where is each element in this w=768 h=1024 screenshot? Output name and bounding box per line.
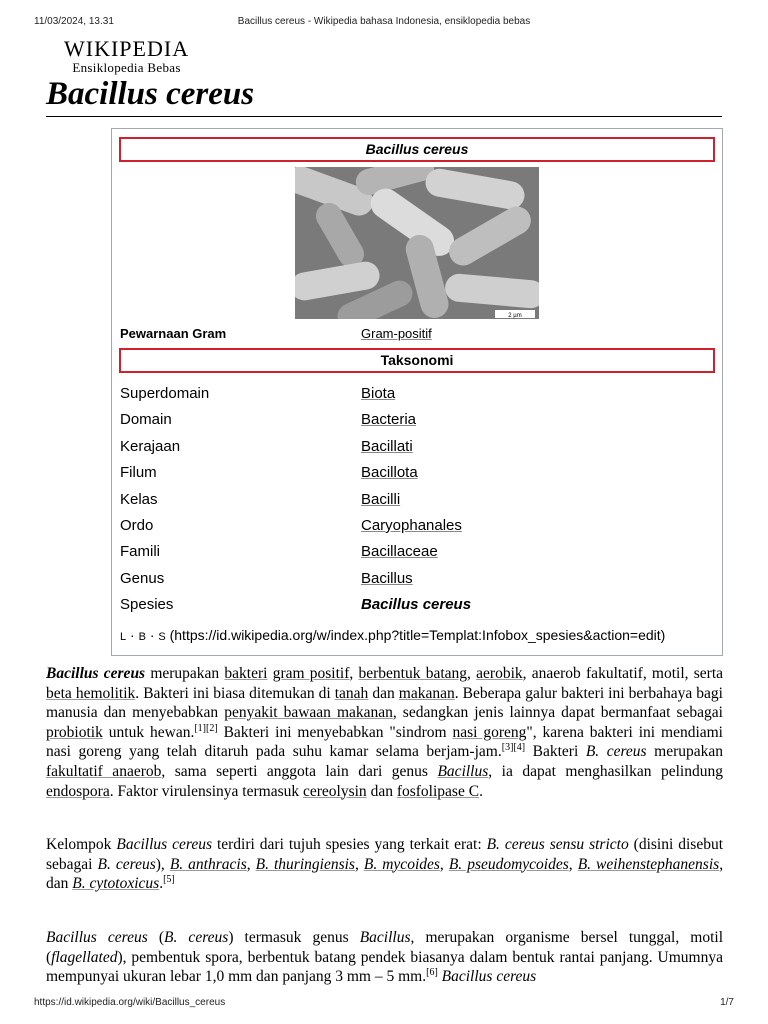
text: untuk hewan.	[102, 723, 195, 741]
text: ,	[439, 855, 449, 873]
text: ),	[155, 855, 170, 873]
text: , sama seperti anggota lain dari genus	[161, 762, 438, 780]
gram-stain-value-link[interactable]: Gram-positif	[361, 326, 432, 341]
taxonomy-row	[120, 517, 710, 537]
text: ", karena bakteri ini mendiami nasi goreng yang telah ditaruh pada suhu kamar selama berjam-jam.	[46, 723, 723, 761]
infobox-header	[119, 137, 715, 162]
link-cereolysin[interactable]: cereolysin	[302, 782, 367, 800]
link-endospora[interactable]: endospora	[46, 782, 110, 800]
taxonomy-rank: Superdomain	[120, 385, 210, 402]
reference-2[interactable]: [2]	[206, 722, 218, 734]
reference-5[interactable]: [5]	[163, 874, 175, 886]
text: , ia dapat menghasilkan pelindung	[488, 762, 723, 780]
taxonomy-header	[119, 348, 715, 373]
species-name: B. anthracis	[169, 855, 247, 873]
text: , sedangkan jenis lainnya dapat bermanfaat sebagai	[392, 704, 723, 722]
text: . Beberapa galur bakteri ini berbahaya bagi manusia dan menyebabkan	[46, 684, 723, 722]
text: Kelompok	[46, 836, 117, 853]
taxonomy-rank: Ordo	[120, 517, 154, 534]
taxonomy-row	[120, 411, 710, 431]
taxonomy-rank: Genus	[120, 569, 165, 587]
link-b-weihenstephanensis[interactable]	[578, 856, 720, 873]
species-name: Bacillus cereus	[46, 929, 148, 946]
taxonomy-rank: Filum	[120, 464, 157, 482]
print-page-title: Bacillus cereus - Wikipedia bahasa Indonesia, ensiklopedia bebas	[237, 16, 531, 27]
link-fosfolipase-c[interactable]: fosfolipase C	[396, 782, 480, 800]
text: ,	[354, 855, 364, 873]
reference-6[interactable]: [6]	[426, 967, 438, 979]
text: dan	[368, 684, 399, 702]
taxonomy-rank: Famili	[120, 543, 160, 561]
infobox	[111, 128, 723, 656]
text: merupakan	[145, 665, 225, 682]
link-tanah[interactable]: tanah	[334, 684, 369, 702]
paragraph-description	[46, 928, 723, 987]
taxonomy-header-label: Taksonomi	[380, 352, 454, 368]
paragraph-intro	[46, 664, 723, 801]
discuss-template-link[interactable]: B	[138, 631, 146, 643]
taxonomy-rank: Spesies	[120, 596, 174, 614]
text: ,	[568, 855, 578, 873]
taxonomy-row	[120, 385, 710, 405]
taxonomy-value-link[interactable]: Biota	[361, 385, 396, 402]
link-berbentuk-batang[interactable]: berbentuk batang	[358, 665, 468, 682]
taxonomy-value-link[interactable]: Bacillaceae	[361, 543, 438, 561]
page-title: Bacillus cereus	[46, 76, 255, 112]
text: terdiri dari tujuh spesies yang terkait erat:	[212, 836, 487, 853]
infobox-footer	[120, 627, 665, 643]
text: . Faktor virulensinya termasuk	[109, 782, 303, 800]
taxonomy-row	[120, 438, 710, 458]
species-name: B. weihenstephanensis	[577, 855, 720, 873]
print-page-number: 1/7	[720, 997, 734, 1008]
text: .	[479, 782, 483, 800]
view-template-link[interactable]: L	[120, 631, 127, 643]
article-subject: Bacillus cereus	[46, 665, 146, 682]
taxonomy-value-link[interactable]: Bacillati	[361, 437, 413, 455]
species-name: B. pseudomycoides	[448, 855, 569, 873]
text: ,	[246, 855, 256, 873]
text: (disini disebut sebagai	[46, 836, 723, 873]
text: Bakteri ini menyebabkan "sindrom	[217, 723, 453, 741]
taxonomy-row	[120, 570, 710, 590]
species-name: B. cereus	[97, 855, 156, 873]
taxonomy-value-link[interactable]: Bacilli	[361, 490, 401, 508]
taxonomy-rank: Kerajaan	[120, 437, 181, 455]
text: , merupakan organisme bersel tunggal, motil (	[46, 929, 723, 966]
species-name: B. cytotoxicus	[72, 875, 160, 893]
logo-tagline: Ensiklopedia Bebas	[72, 60, 181, 75]
text: , anaerob fakultatif, motil, serta	[522, 665, 724, 682]
term: flagellated	[51, 948, 118, 966]
species-name: Bacillus cereus	[441, 968, 537, 986]
logo-wordmark: WIKIPEDIA	[64, 36, 190, 61]
taxonomy-value-link[interactable]: Bacillota	[361, 464, 418, 482]
text: ), pembentuk spora, berbentuk batang pendek biasanya dalam bentuk rantai panjang. Umumnya mempunyai ukuran lebar 1,0 mm dan panjang 3 mm – 5 mm.	[46, 948, 723, 986]
taxonomy-row	[120, 543, 710, 563]
paragraph-cereus-group	[46, 835, 723, 894]
text: ,	[467, 665, 477, 682]
link-beta-hemolitik[interactable]: beta hemolitik	[46, 684, 136, 702]
taxonomy-row	[120, 491, 710, 511]
group-name: Bacillus cereus	[116, 836, 213, 853]
link-penyakit-bawaan-makanan[interactable]: penyakit bawaan makanan	[224, 704, 393, 722]
species-name: B. cereus	[585, 743, 647, 761]
micrograph-drawing	[295, 167, 539, 319]
link-fakultatif-anaerob[interactable]: fakultatif anaerob	[46, 762, 162, 780]
link-b-anthracis[interactable]	[170, 856, 247, 873]
gram-stain-label: Pewarnaan Gram	[120, 326, 227, 341]
text: .	[159, 875, 164, 893]
link-b-pseudomycoides[interactable]	[449, 856, 569, 873]
link-makanan[interactable]: makanan	[398, 684, 455, 702]
text: ) termasuk genus	[228, 929, 360, 946]
reference-3[interactable]: [3]	[501, 742, 514, 754]
wikipedia-logo[interactable]	[64, 38, 189, 76]
taxonomy-species-value: Bacillus cereus	[361, 596, 472, 614]
taxonomy-row	[120, 596, 710, 616]
link-bacillus[interactable]	[437, 763, 488, 780]
reference-1[interactable]: [1]	[194, 722, 206, 734]
taxonomy-rank: Domain	[120, 411, 172, 429]
species-name: B. thuringiensis	[255, 855, 355, 873]
taxonomy-value-link[interactable]: Bacillus	[361, 569, 413, 587]
separator-dot: ·	[130, 627, 135, 643]
infobox-title: Bacillus cereus	[365, 141, 469, 157]
species-name: B. cereus sensu stricto	[486, 836, 629, 853]
gram-stain-row	[120, 326, 710, 346]
link-b-mycoides[interactable]	[364, 856, 440, 873]
separator-dot: ·	[149, 627, 155, 643]
text: merupakan	[646, 743, 724, 761]
link-b-cytotoxicus[interactable]	[72, 875, 159, 892]
text: (	[147, 929, 165, 946]
text: . Bakteri ini biasa ditemukan di	[135, 684, 335, 702]
genus-name: Bacillus	[437, 762, 489, 780]
bacteria-micrograph-image[interactable]	[295, 167, 539, 319]
link-bakteri[interactable]: bakteri	[224, 665, 268, 682]
link-probiotik[interactable]: probiotik	[46, 723, 103, 741]
print-datetime: 11/03/2024, 13.31	[34, 16, 114, 27]
taxonomy-rank: Kelas	[120, 490, 158, 508]
scale-bar-label: 2 µm	[508, 313, 522, 319]
text: , dan	[46, 855, 724, 893]
genus-name: Bacillus	[359, 929, 411, 946]
taxonomy-value-link[interactable]: Bacteria	[361, 411, 417, 429]
link-nasi-goreng[interactable]: nasi goreng	[452, 723, 527, 741]
text: Bakteri	[525, 743, 586, 761]
taxonomy-row	[120, 464, 710, 484]
taxonomy-value-link[interactable]: Caryophanales	[361, 517, 462, 534]
link-gram-positif[interactable]: gram positif	[272, 665, 350, 682]
text: dan	[366, 782, 397, 800]
link-b-thuringiensis[interactable]	[256, 856, 355, 873]
edit-template-url: (https://id.wikipedia.org/w/index.php?title=Templat:Infobox_spesies&action=edit)	[169, 627, 666, 643]
title-divider	[46, 116, 722, 117]
reference-4[interactable]: [4]	[513, 742, 526, 754]
print-url: https://id.wikipedia.org/wiki/Bacillus_cereus	[34, 997, 226, 1008]
species-name: B. mycoides	[363, 855, 440, 873]
link-aerobik[interactable]: aerobik	[476, 665, 523, 682]
species-name: B. cereus	[164, 929, 229, 946]
text: ,	[349, 665, 359, 682]
edit-template-link[interactable]: S	[158, 631, 166, 643]
